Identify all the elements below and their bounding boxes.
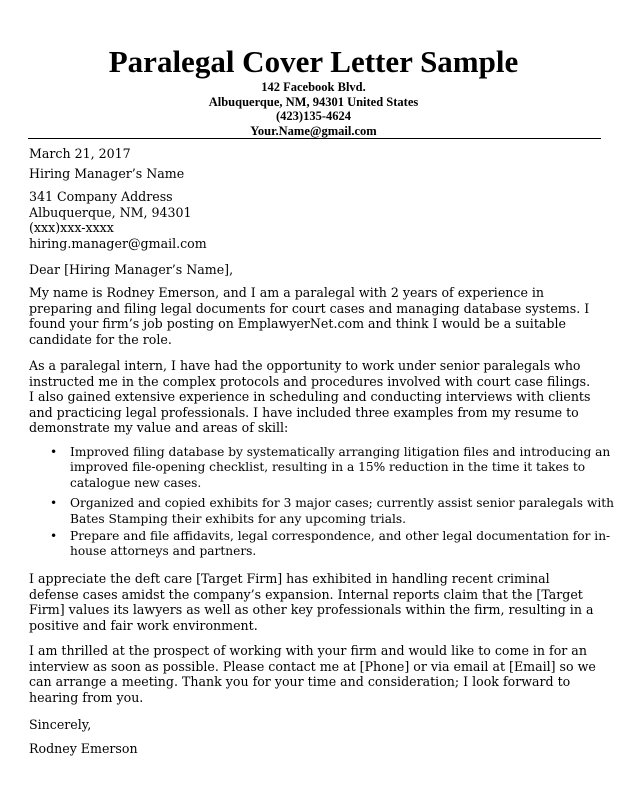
list-item-line: catalogue new cases. (70, 475, 202, 490)
paragraph-line: I am thrilled at the prospect of working with your firm and would like to come in for an (29, 643, 587, 658)
bullet-icon: • (50, 445, 58, 459)
paragraph-experience (29, 358, 601, 436)
recipient-name: Hiring Manager’s Name (29, 166, 185, 181)
paragraph-line: As a paralegal intern, I have had the opportunity to work under senior paralegals who (29, 358, 581, 373)
bullet-icon: • (50, 529, 58, 544)
paragraph-line: found your firm’s job posting on EmplawyerNet.com and think I would be a suitable (29, 316, 566, 332)
list-item-line: house attorneys and partners. (70, 544, 257, 559)
list-item (29, 496, 614, 527)
list-item (29, 529, 611, 560)
paragraph-line: I appreciate the deft care [Target Firm] has exhibited in handling recent criminal (29, 571, 550, 586)
list-item-line: Organized and copied exhibits for 3 major cases; currently assist senior paralegals with (70, 496, 614, 511)
paragraph-intro (29, 285, 601, 347)
paragraph-closing (29, 643, 601, 705)
paragraph-line: I also gained extensive experience in scheduling and conducting interviews with clients (29, 389, 591, 405)
recipient-block (29, 189, 601, 251)
sender-contact (0, 80, 627, 138)
paragraph-line: preparing and filing legal documents for court cases and managing database systems. I (29, 300, 590, 316)
sender-phone: (423)135-4624 (276, 109, 351, 123)
list-item (29, 445, 611, 491)
paragraph-line: positive and fair work environment. (29, 617, 258, 633)
paragraph-line: can arrange a meeting. Thank you for your time and consideration; I look forward to (29, 674, 571, 690)
list-item-line: improved file-opening checklist, resulting in a 15% reduction in the time it takes to (70, 460, 586, 475)
sender-address-line1: 142 Facebook Blvd. (261, 80, 366, 94)
signature-name: Rodney Emerson (29, 741, 138, 756)
paragraph-line: defense cases amidst the company’s expansion. Internal reports claim that the [Target (29, 586, 583, 602)
paragraph-line: and practicing legal professionals. I have included three examples from my resume to (29, 404, 579, 420)
paragraph-line: instructed me in the complex protocols and procedures involved with court case filings. (29, 373, 591, 389)
recipient-city: Albuquerque, NM, 94301 (29, 204, 192, 220)
list-item-line: Prepare and file affidavits, legal correspondence, and other legal documentation for in- (70, 529, 611, 544)
closing: Sincerely, (29, 717, 92, 732)
paragraph-line: My name is Rodney Emerson, and I am a paralegal with 2 years of experience in (29, 285, 545, 300)
sender-email: Your.Name@gmail.com (250, 123, 377, 138)
recipient-address: 341 Company Address (29, 189, 173, 204)
skills-list (29, 445, 614, 560)
list-item-line: Improved filing database by systematically arranging litigation files and introducing an (70, 445, 611, 459)
paragraph-line: hearing from you. (29, 689, 144, 705)
bullet-icon: • (50, 496, 58, 511)
letter-date: March 21, 2017 (29, 146, 131, 161)
paragraph-line: demonstrate my value and areas of skill: (29, 420, 289, 436)
paragraph-line: interview as soon as possible. Please contact me at [Phone] or via email at [Email] so we (29, 658, 596, 674)
sender-address-line2: Albuquerque, NM, 94301 United States (208, 94, 419, 109)
paragraph-line: candidate for the role. (29, 331, 172, 347)
paragraph-firm (29, 571, 601, 633)
list-item-line: Bates Stamping their exhibits for any upcoming trials. (70, 511, 407, 526)
recipient-phone: (xxx)xxx-xxxx (29, 220, 114, 236)
recipient-email: hiring.manager@gmail.com (29, 235, 207, 251)
page-title: Paralegal Cover Letter Sample (108, 44, 519, 79)
header-divider (28, 138, 601, 139)
paragraph-line: Firm] values its lawyers as well as other key professionals within the firm, resulting in a (29, 602, 594, 618)
salutation: Dear [Hiring Manager’s Name], (29, 262, 234, 277)
